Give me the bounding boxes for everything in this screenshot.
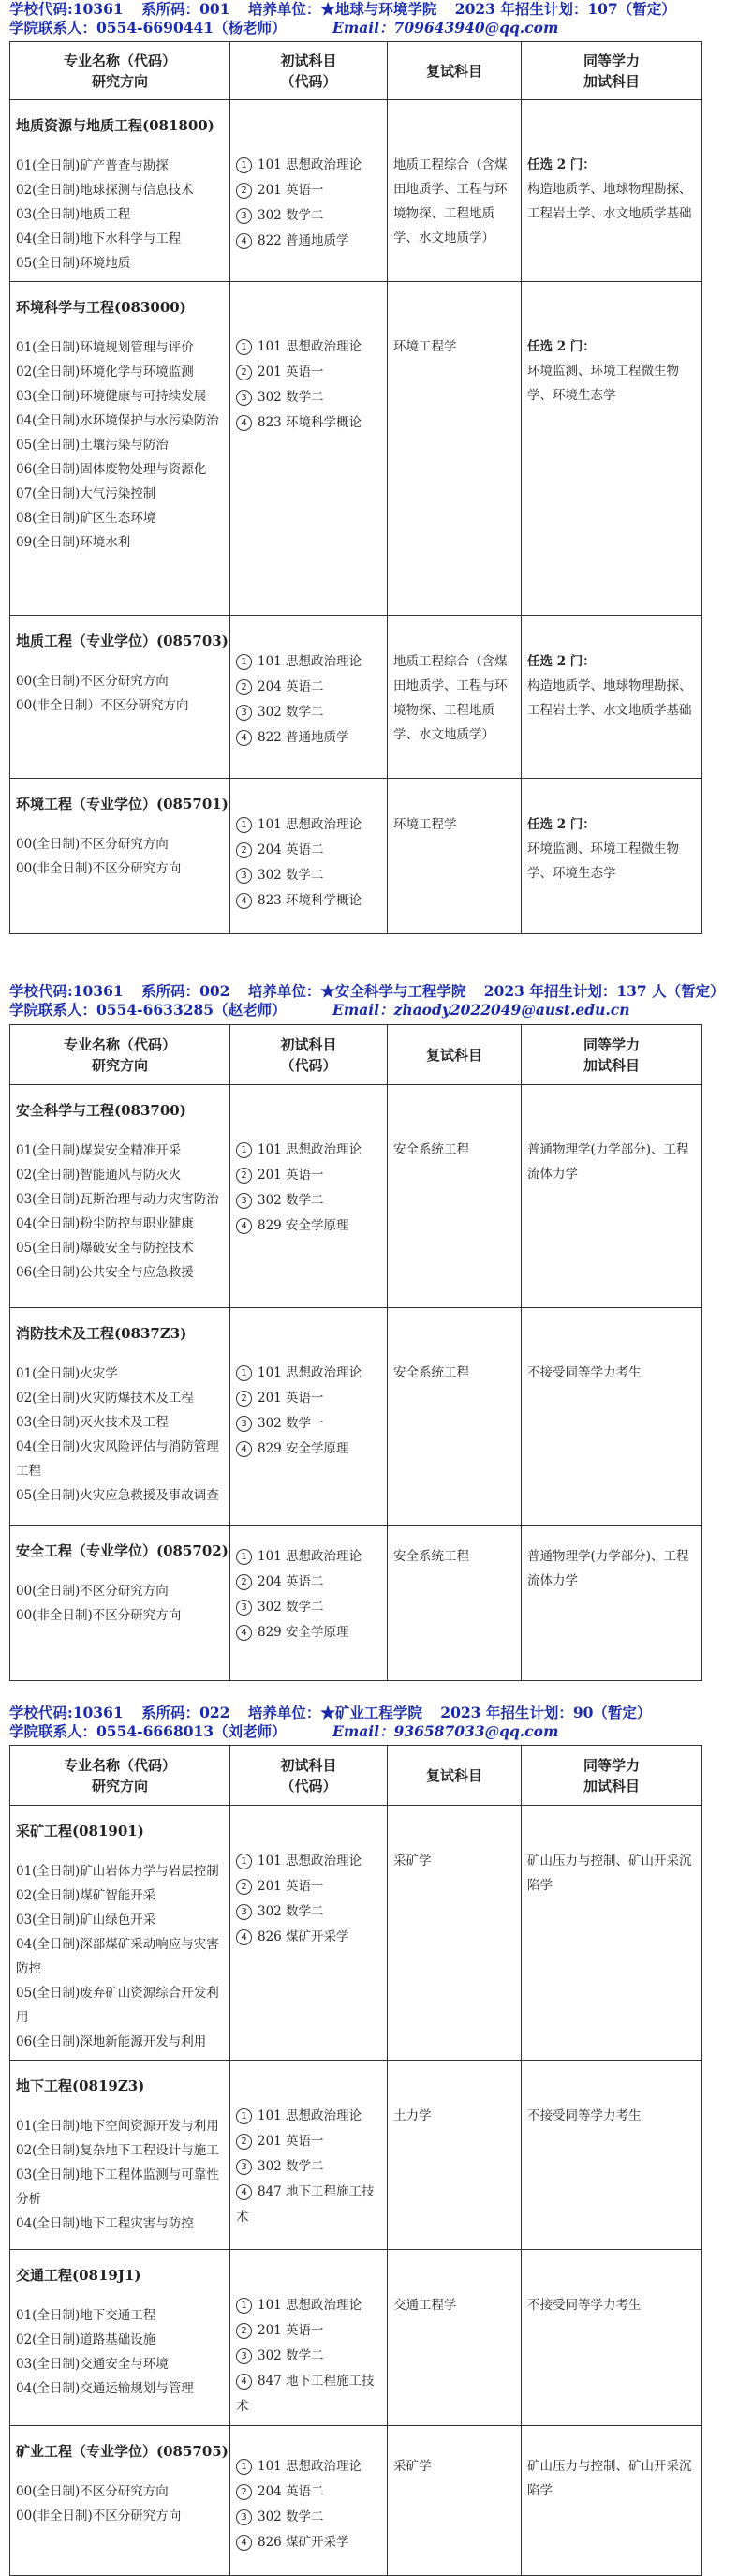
circle-number-icon: 1 bbox=[236, 2298, 252, 2314]
table-row bbox=[10, 1085, 702, 1308]
subject-list: 1 101 思想政治理论 2 204 英语二 3 302 数学二 4 823 环境科学概论 bbox=[236, 812, 381, 914]
plan: 2023 年招生计划：107（暂定） bbox=[454, 0, 676, 18]
direction-list: 01(全日制)环境规划管理与评价 02(全日制)环境化学与环境监测 03(全日制)环境健康与可持续发展 04(全日制)水环境保护与水污染防治 05(全日制)土壤污染与防治 06(全日制)固体废物处理与资源化 07(全日制)大气污染控制 08(全日制)矿区生态环境 09(全日制)环境水利 bbox=[16, 340, 219, 550]
section-header-1 bbox=[0, 0, 711, 37]
section-table-2 bbox=[9, 1024, 702, 1681]
plan: 2023 年招生计划：90（暂定） bbox=[440, 1704, 652, 1721]
subject-list: 1 101 思想政治理论 2 204 英语二 3 302 数学二 4 829 安全学原理 bbox=[236, 1544, 381, 1645]
circle-number-icon: 4 bbox=[236, 415, 252, 431]
school-code: 学校代码:10361 bbox=[9, 982, 124, 1000]
section-table-3 bbox=[9, 1745, 702, 2576]
header-subjects: 初试科目 （代码） bbox=[230, 1746, 388, 1806]
direction-list: 01(全日制)煤炭安全精准开采 02(全日制)智能通风与防灭火 03(全日制)瓦斯治理与动力灾害防治 04(全日制)粉尘防控与职业健康 05(全日制)爆破安全与防控技术 06(全日制)公共安全与应急救援 bbox=[16, 1143, 219, 1280]
major-name: 安全工程（专业学位）(085702) bbox=[16, 1542, 229, 1559]
circle-number-icon: 1 bbox=[236, 1549, 252, 1565]
major-name: 交通工程(0819J1) bbox=[16, 2267, 141, 2284]
circle-number-icon: 4 bbox=[236, 2535, 252, 2551]
table-row bbox=[10, 2061, 702, 2250]
subject-list: 1 101 思想政治理论 2 201 英语一 3 302 数学二 4 826 煤矿开采学 bbox=[236, 1849, 381, 1950]
extra-subjects: 不接受同等学力考生 bbox=[527, 1365, 642, 1380]
circle-number-icon: 2 bbox=[236, 842, 252, 858]
circle-number-icon: 2 bbox=[236, 679, 252, 695]
table-header-row bbox=[10, 1746, 702, 1806]
school-code: 学校代码:10361 bbox=[9, 1704, 124, 1721]
subject-list: 1 101 思想政治理论 2 201 英语一 3 302 数学一 4 829 安全学原理 bbox=[236, 1361, 381, 1462]
retest-subject: 土力学 bbox=[393, 2108, 432, 2123]
circle-number-icon: 2 bbox=[236, 2484, 252, 2500]
direction-list: 01(全日制)地下空间资源开发与利用 02(全日制)复杂地下工程设计与施工 03(全日制)地下工程体监测与可靠性分析 04(全日制)地下工程灾害与防控 bbox=[16, 2119, 219, 2231]
section-header-3 bbox=[0, 1704, 730, 1741]
email[interactable]: Email：709643940@qq.com bbox=[332, 19, 559, 37]
header-retest: 复试科目 bbox=[388, 1746, 522, 1806]
direction-list: 01(全日制)矿产普查与勘探 02(全日制)地球探测与信息技术 03(全日制)地质工程 04(全日制)地下水科学与工程 05(全日制)环境地质 bbox=[16, 158, 194, 271]
circle-number-icon: 4 bbox=[236, 2374, 252, 2390]
major-name: 消防技术及工程(0837Z3) bbox=[16, 1325, 187, 1342]
table-row bbox=[10, 1308, 702, 1526]
direction-list: 00(全日制)不区分研究方向 00(非全日制）不区分研究方向 bbox=[16, 674, 189, 713]
subject-list: 1 101 思想政治理论 2 201 英语一 3 302 数学二 4 847 地下工程施工技术 bbox=[236, 2108, 375, 2225]
table-row bbox=[10, 616, 702, 779]
circle-number-icon: 3 bbox=[236, 2348, 252, 2364]
subject-list: 1 101 思想政治理论 2 204 英语二 3 302 数学二 4 826 煤矿开采学 bbox=[236, 2454, 381, 2555]
plan: 2023 年招生计划：137 人（暂定） bbox=[483, 982, 725, 1000]
retest-subject: 安全系统工程 bbox=[393, 1365, 469, 1380]
table-header-row bbox=[10, 1025, 702, 1085]
extra-subjects: 普通物理学(力学部分)、工程流体力学 bbox=[527, 1549, 689, 1588]
circle-number-icon: 2 bbox=[236, 2323, 252, 2339]
circle-number-icon: 2 bbox=[236, 183, 252, 199]
header-major: 专业名称（代码） 研究方向 bbox=[10, 42, 230, 100]
circle-number-icon: 2 bbox=[236, 1879, 252, 1895]
circle-number-icon: 2 bbox=[236, 365, 252, 380]
extra-subjects: 普通物理学(力学部分)、工程流体力学 bbox=[527, 1142, 689, 1182]
header-major: 专业名称（代码） 研究方向 bbox=[10, 1025, 230, 1085]
email[interactable]: Email：936587033@qq.com bbox=[332, 1722, 559, 1740]
direction-list: 00(全日制)不区分研究方向 00(非全日制)不区分研究方向 bbox=[16, 1584, 182, 1623]
header-retest: 复试科目 bbox=[388, 42, 522, 100]
extra-subjects: 任选 2 门： 环境监测、环境工程微生物学、环境生态学 bbox=[527, 339, 679, 403]
dept-code: 系所码：001 bbox=[141, 0, 230, 18]
unit-name: 培养单位：★地球与环境学院 bbox=[247, 0, 437, 18]
circle-number-icon: 1 bbox=[236, 654, 252, 670]
direction-list: 00(全日制)不区分研究方向 00(非全日制)不区分研究方向 bbox=[16, 837, 182, 876]
major-name: 地质工程（专业学位）(085703) bbox=[16, 633, 229, 649]
major-name: 采矿工程(081901) bbox=[16, 1823, 144, 1839]
circle-number-icon: 1 bbox=[236, 1854, 252, 1869]
circle-number-icon: 3 bbox=[236, 208, 252, 224]
circle-number-icon: 1 bbox=[236, 817, 252, 833]
dept-code: 系所码：002 bbox=[141, 982, 230, 1000]
major-name: 矿业工程（专业学位）(085705) bbox=[16, 2443, 229, 2460]
extra-subjects: 矿山压力与控制、矿山开采沉陷学 bbox=[527, 1854, 692, 1893]
retest-subject: 地质工程综合（含煤田地质学、工程与环境物探、工程地质学、水文地质学） bbox=[393, 654, 508, 742]
contact: 学院联系人：0554-6690441（杨老师） bbox=[9, 19, 287, 37]
major-name: 安全科学与工程(083700) bbox=[16, 1102, 186, 1119]
circle-number-icon: 2 bbox=[236, 2134, 252, 2150]
circle-number-icon: 3 bbox=[236, 1600, 252, 1616]
direction-list: 01(全日制)矿山岩体力学与岩层控制 02(全日制)煤矿智能开采 03(全日制)矿山绿色开采 04(全日制)深部煤矿采动响应与灾害防控 05(全日制)废弃矿山资源综合开发利用 06(全日制)深地新能源开发与利用 bbox=[16, 1864, 219, 2049]
table-row bbox=[10, 282, 702, 616]
table-row bbox=[10, 779, 702, 934]
header-retest: 复试科目 bbox=[388, 1025, 522, 1085]
header-extra: 同等学力 加试科目 bbox=[522, 1025, 702, 1085]
major-name: 环境工程（专业学位）(085701) bbox=[16, 796, 229, 812]
major-name: 地质资源与地质工程(081800) bbox=[16, 117, 214, 134]
school-code: 学校代码:10361 bbox=[9, 0, 124, 18]
table-row bbox=[10, 1526, 702, 1681]
circle-number-icon: 4 bbox=[236, 1929, 252, 1945]
direction-list: 01(全日制)火灾学 02(全日制)火灾防爆技术及工程 03(全日制)灭火技术及工程 04(全日制)火灾风险评估与消防管理工程 05(全日制)火灾应急救援及事故调查 bbox=[16, 1366, 219, 1503]
contact: 学院联系人：0554-6668013（刘老师） bbox=[9, 1722, 287, 1740]
extra-subjects: 不接受同等学力考生 bbox=[527, 2108, 642, 2123]
circle-number-icon: 1 bbox=[236, 157, 252, 173]
retest-subject: 采矿学 bbox=[393, 1854, 432, 1869]
contact: 学院联系人：0554-6633285（赵老师） bbox=[9, 1001, 287, 1019]
table-header-row bbox=[10, 42, 702, 100]
subject-list: 1 101 思想政治理论 2 201 英语一 3 302 数学二 4 823 环境科学概论 bbox=[236, 335, 381, 436]
circle-number-icon: 4 bbox=[236, 233, 252, 249]
circle-number-icon: 2 bbox=[236, 1574, 252, 1590]
circle-number-icon: 3 bbox=[236, 1904, 252, 1920]
retest-subject: 交通工程学 bbox=[393, 2298, 457, 2313]
circle-number-icon: 4 bbox=[236, 1625, 252, 1641]
major-name: 环境科学与工程(083000) bbox=[16, 299, 186, 316]
retest-subject: 环境工程学 bbox=[393, 817, 457, 832]
circle-number-icon: 4 bbox=[236, 730, 252, 746]
header-major: 专业名称（代码） 研究方向 bbox=[10, 1746, 230, 1806]
circle-number-icon: 1 bbox=[236, 1142, 252, 1158]
header-subjects: 初试科目 （代码） bbox=[230, 1025, 388, 1085]
circle-number-icon: 4 bbox=[236, 1218, 252, 1234]
header-extra: 同等学力 加试科目 bbox=[522, 1746, 702, 1806]
extra-subjects: 矿山压力与控制、矿山开采沉陷学 bbox=[527, 2459, 692, 2498]
header-extra: 同等学力 加试科目 bbox=[522, 42, 702, 100]
table-row bbox=[10, 2250, 702, 2426]
subject-list: 1 101 思想政治理论 2 204 英语二 3 302 数学二 4 822 普通地质学 bbox=[236, 649, 381, 751]
header-subjects: 初试科目 （代码） bbox=[230, 42, 388, 100]
major-name: 地下工程(0819Z3) bbox=[16, 2077, 145, 2094]
extra-subjects: 不接受同等学力考生 bbox=[527, 2298, 642, 2313]
circle-number-icon: 2 bbox=[236, 1391, 252, 1407]
circle-number-icon: 1 bbox=[236, 339, 252, 355]
circle-number-icon: 4 bbox=[236, 2184, 252, 2200]
circle-number-icon: 3 bbox=[236, 1193, 252, 1209]
circle-number-icon: 1 bbox=[236, 2459, 252, 2475]
retest-subject: 采矿学 bbox=[393, 2459, 432, 2474]
email[interactable]: Email：zhaody2022049@aust.edu.cn bbox=[332, 1001, 630, 1019]
circle-number-icon: 4 bbox=[236, 1441, 252, 1457]
retest-subject: 环境工程学 bbox=[393, 339, 457, 354]
circle-number-icon: 1 bbox=[236, 1365, 252, 1381]
extra-subjects: 任选 2 门： 构造地质学、地球物理勘探、工程岩土学、水文地质学基础 bbox=[527, 654, 692, 718]
extra-subjects: 任选 2 门： 构造地质学、地球物理勘探、工程岩土学、水文地质学基础 bbox=[527, 157, 692, 221]
unit-name: 培养单位：★安全科学与工程学院 bbox=[247, 982, 466, 1000]
circle-number-icon: 3 bbox=[236, 390, 252, 406]
table-row bbox=[10, 1806, 702, 2061]
dept-code: 系所码：022 bbox=[141, 1704, 230, 1721]
subject-list: 1 101 思想政治理论 2 201 英语一 3 302 数学二 4 822 普通地质学 bbox=[236, 153, 381, 254]
retest-subject: 地质工程综合（含煤田地质学、工程与环境物探、工程地质学、水文地质学） bbox=[393, 157, 508, 246]
direction-list: 00(全日制)不区分研究方向 00(非全日制)不区分研究方向 bbox=[16, 2484, 182, 2524]
circle-number-icon: 3 bbox=[236, 868, 252, 884]
circle-number-icon: 3 bbox=[236, 1416, 252, 1432]
retest-subject: 安全系统工程 bbox=[393, 1142, 469, 1157]
circle-number-icon: 2 bbox=[236, 1168, 252, 1184]
unit-name: 培养单位：★矿业工程学院 bbox=[247, 1704, 422, 1721]
circle-number-icon: 1 bbox=[236, 2108, 252, 2124]
circle-number-icon: 4 bbox=[236, 893, 252, 909]
table-row bbox=[10, 2426, 702, 2576]
table-row bbox=[10, 100, 702, 282]
section-header-2 bbox=[0, 982, 730, 1020]
circle-number-icon: 3 bbox=[236, 2509, 252, 2525]
circle-number-icon: 3 bbox=[236, 705, 252, 721]
circle-number-icon: 3 bbox=[236, 2159, 252, 2175]
extra-subjects: 任选 2 门： 环境监测、环境工程微生物学、环境生态学 bbox=[527, 817, 679, 881]
subject-list: 1 101 思想政治理论 2 201 英语一 3 302 数学二 4 847 地下工程施工技术 bbox=[236, 2298, 375, 2414]
section-table-1 bbox=[9, 41, 702, 934]
direction-list: 01(全日制)地下交通工程 02(全日制)道路基础设施 03(全日制)交通安全与环境 04(全日制)交通运输规划与管理 bbox=[16, 2308, 194, 2396]
subject-list: 1 101 思想政治理论 2 201 英语一 3 302 数学二 4 829 安全学原理 bbox=[236, 1138, 381, 1239]
retest-subject: 安全系统工程 bbox=[393, 1549, 469, 1564]
